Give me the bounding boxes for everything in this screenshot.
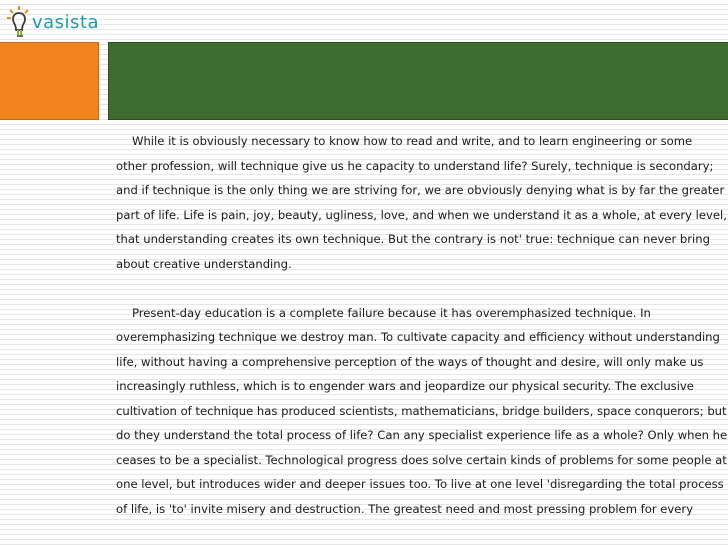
- vasista-logo: [6, 4, 106, 38]
- title-banner: [108, 42, 728, 120]
- paragraph-gap: [116, 276, 720, 301]
- text-line: overemphasizing technique we destroy man. To cultivate capacity and efficiency without understanding: [116, 330, 720, 344]
- paragraph: [116, 301, 728, 522]
- text-line: of life, is 'to' invite misery and destruction. The greatest need and most pressing problem for every: [116, 501, 694, 516]
- text-line: and if technique is the only thing we are striving for, we are obviously denying what is by far the greater: [116, 183, 725, 197]
- body-text: [116, 129, 728, 521]
- paragraph: [116, 129, 727, 276]
- logo-wordmark: vasista: [32, 12, 100, 33]
- text-line: life, without having a comprehensive perception of the ways of thought and desire, will only make us: [116, 354, 704, 369]
- text-line: While it is obviously necessary to know how to read and write, and to learn engineering or some: [132, 134, 693, 148]
- text-line: increasingly ruthless, which is to engender wars and jeopardize our physical security. The exclusive: [116, 379, 694, 393]
- text-line: Present-day education is a complete failure because it has overemphasized technique. In: [132, 305, 651, 320]
- orange-accent-block: [0, 42, 99, 120]
- text-line: part of life. Life is pain, joy, beauty, ugliness, love, and when we understand it as a whole, at every level,: [116, 207, 727, 222]
- text-line: that understanding creates its own technique. But the contrary is not' true: technique can never bring: [116, 232, 710, 246]
- text-line: one level, but introduces wider and deeper issues too. To live at one level 'disregarding the total process: [116, 477, 724, 491]
- text-line: ceases to be a specialist. Technological progress does solve certain kinds of problems for some people at: [116, 452, 727, 467]
- text-line: cultivation of technique has produced scientists, mathematicians, bridge builders, space conquerors; but: [116, 403, 727, 418]
- text-line: do they understand the total process of life? Can any specialist experience life as a whole? Only when he: [116, 428, 728, 442]
- text-line: other profession, will technique give us he capacity to understand life? Surely, technique is secondary;: [116, 158, 714, 173]
- text-line: about creative understanding.: [116, 256, 292, 271]
